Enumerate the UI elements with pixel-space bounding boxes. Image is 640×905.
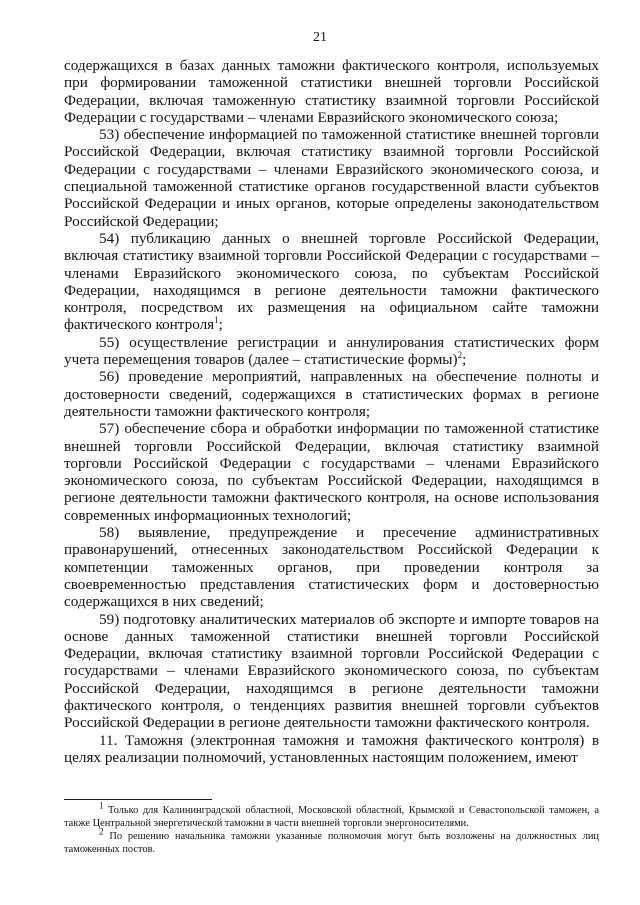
body-text [64,57,599,766]
paragraph-text: 57) обеспечение сбора и обработки информации по таможенной статистике внешней торговли Российской Федерации, включая статистику взаимной торговли Российской Федерации с государствами – членами Евразийского экономического союза, по субъектам Российской Федерации, находящимся в регионе деятельности таможни фактического контроля, на основе использования современных информационных технологий; [64,420,599,524]
footnote-ref: 1 [214,315,219,326]
paragraph-end: ; [218,316,223,334]
paragraph-text: 56) проведение мероприятий, направленных на обеспечение полноты и достоверности сведений, содержащихся в статистических формах в регионе деятельности таможни фактического контроля; [64,368,599,420]
paragraph-text: 54) публикацию данных о внешней торговле Российской Федерации, включая статистику взаимной торговли Российской Федерации с государствами – членами Евразийского экономического союза, по субъектам Российской Федерации, находящимся в регионе деятельности таможни фактического контроля, посредством их размещения на официальном сайте таможни фактического контроля [64,229,599,334]
paragraph-item-54 [64,230,599,334]
footnote-mark: 1 [99,800,104,811]
paragraph-text: 58) выявление, предупреждение и пресечение административных правонарушений, отнесенных законодательством Российской Федерации к компетенции таможенных органов, при проведении контроля за своевременностью представления статистических форм и достоверностью содержащихся в них сведений; [64,524,599,611]
footnote-1 [64,800,599,830]
page-number: 21 [313,30,327,45]
footnote-text: Только для Калининградской областной, Московской областной, Крымской и Севастопольской таможен, а также Центральной энергетической таможни в части внешней торговли энергоносителями. [64,805,599,829]
footnote-ref: 2 [457,349,463,360]
paragraph-text: 59) подготовку аналитических материалов об экспорте и импорте товаров на основе данных таможенной статистики внешней торговли Российской Федерации, включая статистику взаимной торговли Российской Федерации с государствами – членами Евразийского экономического союза, по субъектам Российской Федерации, находящимся в регионе деятельности таможни фактического контроля, о тенденциях развития внешней торговли субъектов Российской Федерации в регионе деятельности таможни фактического контроля. [64,610,599,732]
paragraph-item-55 [64,334,599,369]
footnote-mark: 2 [99,826,104,837]
paragraph-item-56 [64,368,599,420]
footnote-text: По решению начальника таможни указанные полномочия могут быть возложены на должностных лиц таможенных постов. [64,831,599,855]
paragraph-item-11 [64,732,599,767]
paragraph-item-58 [64,524,599,610]
paragraph-continuation [64,57,599,126]
paragraph-item-59 [64,611,599,732]
footnote-separator [64,799,212,800]
paragraph-text: 55) осуществление регистрации и аннулирования статистических форм учета перемещения товаров (далее – статистические формы) [64,333,599,369]
paragraph-text: 11. Таможня (электронная таможня и таможня фактического контроля) в целях реализации полномочий, установленных настоящим положением, имеют [64,731,599,766]
paragraph-item-57 [64,420,599,524]
paragraph-text: 53) обеспечение информацией по таможенной статистике внешней торговли Российской Федерации, включая статистику взаимной торговли Российской Федерации с государствами – членами Евразийского экономического союза, и специальной таможенной статистике органов государственной власти субъектов Российской Федерации и иных органов, которые определены законодательством Российской Федерации; [64,126,599,230]
footnotes [64,800,599,856]
paragraph-item-53 [64,126,599,230]
footnote-2 [64,826,599,856]
paragraph-text: содержащихся в базах данных таможни фактического контроля, используемых при формировании таможенной статистики внешней торговли Российской Федерации, включая таможенную статистику взаимной торговли Российской Федерации с государствами – членами Евразийского экономического союза; [64,57,599,126]
paragraph-end: ; [462,351,467,369]
